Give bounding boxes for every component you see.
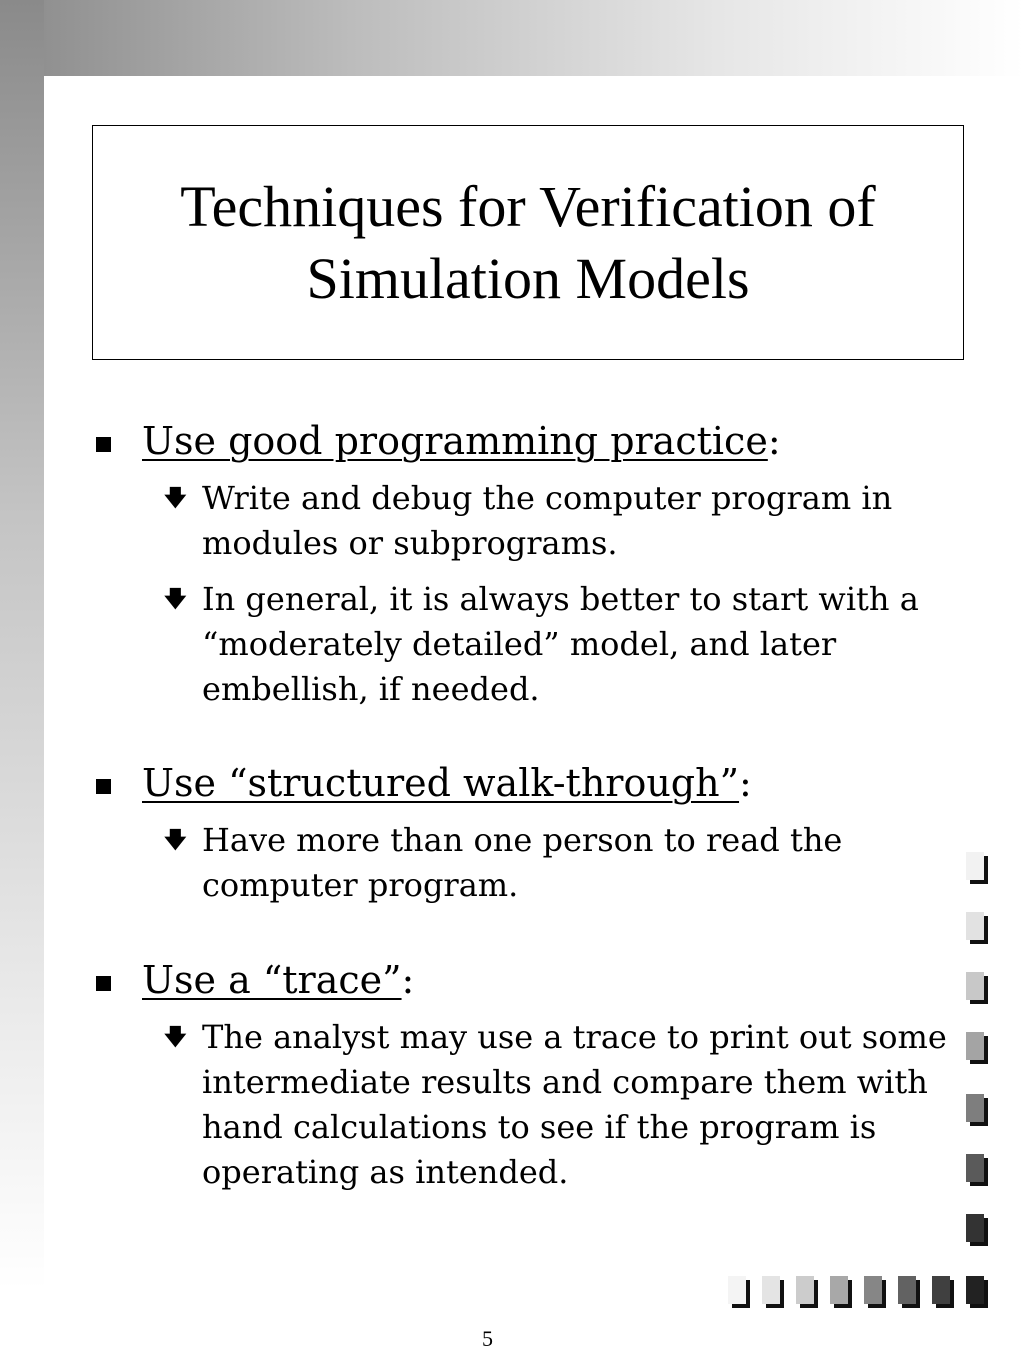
bullet-good-programming — [92, 418, 952, 712]
bullet-heading-text: Use a “trace” — [142, 958, 402, 1002]
deco-block — [966, 1154, 984, 1182]
deco-block — [966, 912, 984, 940]
arrow-down-icon: 🡇 — [164, 485, 187, 511]
bullet-trace — [92, 957, 952, 1195]
arrow-down-icon: 🡇 — [164, 1024, 187, 1050]
slide-title: Techniques for Verification of Simulation Models — [180, 173, 876, 311]
bullet-heading-colon: : — [767, 419, 781, 463]
title-box — [92, 125, 964, 360]
top-gradient-band — [0, 0, 1024, 76]
bullet-heading — [92, 760, 952, 806]
sub-bullet — [92, 1015, 952, 1195]
deco-block — [966, 1214, 984, 1242]
square-bullet-icon — [96, 976, 111, 991]
deco-block — [966, 1032, 984, 1060]
bullet-heading-colon: : — [401, 958, 415, 1002]
bullet-heading-colon: : — [739, 761, 752, 805]
deco-block — [898, 1276, 916, 1304]
square-bullet-icon — [96, 779, 111, 794]
page-number: 5 — [482, 1326, 493, 1351]
sub-bullet-text: The analyst may use a trace to print out some intermediate results and compare them with hand calculations to see if the program is operating as intended. — [202, 1018, 947, 1191]
sub-bullet — [92, 476, 952, 566]
sub-bullet-text: Have more than one person to read the computer program. — [202, 821, 843, 904]
arrow-down-icon: 🡇 — [164, 586, 187, 612]
sub-bullet-text: Write and debug the computer program in modules or subprograms. — [202, 479, 893, 562]
deco-block — [966, 852, 984, 880]
sub-bullet — [92, 577, 952, 712]
square-bullet-icon — [96, 437, 111, 452]
deco-block — [966, 972, 984, 1000]
deco-block — [830, 1276, 848, 1304]
bullet-structured-walkthrough — [92, 760, 952, 908]
arrow-down-icon: 🡇 — [164, 827, 187, 853]
left-gradient-band — [0, 0, 44, 1290]
bullet-heading-text: Use “structured walk-through” — [142, 761, 740, 805]
deco-block — [762, 1276, 780, 1304]
deco-block — [932, 1276, 950, 1304]
deco-block — [728, 1276, 746, 1304]
deco-block — [966, 1094, 984, 1122]
sub-bullet-text: In general, it is always better to start with a “moderately detailed” model, and later embellish, if needed. — [202, 580, 919, 708]
bullet-heading — [92, 957, 952, 1003]
bullet-heading — [92, 418, 952, 464]
bullet-heading-text: Use good programming practice — [142, 419, 768, 463]
sub-bullet — [92, 818, 952, 908]
deco-block — [864, 1276, 882, 1304]
deco-block — [966, 1276, 984, 1304]
deco-block — [796, 1276, 814, 1304]
